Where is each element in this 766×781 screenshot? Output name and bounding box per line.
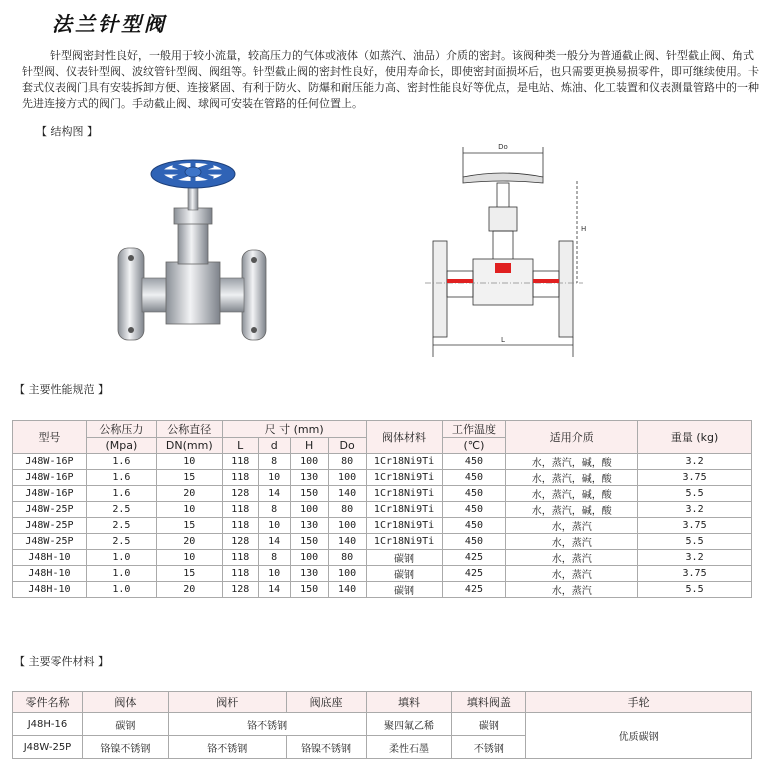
spec-cell-model: J48H-10 (13, 581, 87, 597)
spec-cell-dn: 10 (156, 453, 222, 469)
spec-cell-material: 1Cr18Ni9Ti (366, 501, 442, 517)
spec-cell-d: 14 (258, 533, 290, 549)
spec-cell-H: 150 (290, 581, 328, 597)
table-row (13, 581, 752, 597)
spec-cell-Do: 100 (328, 565, 366, 581)
spec-cell-dn: 10 (156, 549, 222, 565)
col-pressure-unit: (Mpa) (86, 438, 156, 454)
col-do: Do (328, 438, 366, 454)
spec-cell-pressure: 1.0 (86, 581, 156, 597)
table-row (13, 533, 752, 549)
spec-cell-L: 128 (222, 485, 258, 501)
spec-cell-model: J48H-10 (13, 565, 87, 581)
spec-cell-L: 128 (222, 581, 258, 597)
spec-cell-temp: 425 (442, 549, 506, 565)
spec-cell-dn: 10 (156, 501, 222, 517)
spec-cell-dn: 20 (156, 533, 222, 549)
spec-cell-pressure: 1.0 (86, 565, 156, 581)
parts-col-name: 零件名称 (13, 692, 83, 713)
spec-table (12, 420, 752, 598)
col-d: d (258, 438, 290, 454)
table-row (13, 565, 752, 581)
spec-cell-model: J48W-16P (13, 453, 87, 469)
spec-cell-temp: 450 (442, 469, 506, 485)
col-temp-unit: (℃) (442, 438, 506, 454)
spec-cell-weight: 3.75 (638, 469, 752, 485)
spec-cell-dn: 20 (156, 581, 222, 597)
spec-cell-pressure: 2.5 (86, 517, 156, 533)
spec-cell-model: J48W-16P (13, 485, 87, 501)
spec-cell-material: 碳钢 (366, 549, 442, 565)
spec-cell-medium: 水，蒸汽 (506, 581, 638, 597)
spec-cell-temp: 450 (442, 533, 506, 549)
dim-do-label: Do (498, 143, 508, 151)
spec-cell-temp: 450 (442, 517, 506, 533)
spec-cell-pressure: 2.5 (86, 533, 156, 549)
col-diameter: 公称直径 (156, 421, 222, 438)
spec-cell-H: 100 (290, 501, 328, 517)
spec-cell-temp: 425 (442, 581, 506, 597)
spec-cell-L: 118 (222, 549, 258, 565)
parts-row1-body: 碳钢 (82, 713, 168, 736)
parts-row2-bonnet: 不锈钢 (452, 736, 526, 759)
parts-row2-body: 铬镍不锈钢 (82, 736, 168, 759)
spec-cell-H: 130 (290, 469, 328, 485)
spec-cell-H: 130 (290, 565, 328, 581)
spec-cell-d: 8 (258, 453, 290, 469)
parts-row1-stem-seat: 铬不锈钢 (168, 713, 366, 736)
spec-cell-weight: 3.2 (638, 501, 752, 517)
spec-cell-material: 1Cr18Ni9Ti (366, 469, 442, 485)
parts-row2-model: J48W-25P (13, 736, 83, 759)
valve-section-drawing (425, 135, 585, 360)
spec-cell-L: 118 (222, 453, 258, 469)
spec-cell-d: 8 (258, 549, 290, 565)
spec-cell-L: 118 (222, 517, 258, 533)
spec-cell-material: 碳钢 (366, 565, 442, 581)
parts-col-packing: 填料 (366, 692, 452, 713)
table-row (13, 549, 752, 565)
table-row (13, 453, 752, 469)
parts-table (12, 691, 752, 759)
col-temp: 工作温度 (442, 421, 506, 438)
valve-photo (118, 150, 268, 350)
spec-cell-material: 1Cr18Ni9Ti (366, 453, 442, 469)
spec-cell-material: 1Cr18Ni9Ti (366, 533, 442, 549)
spec-cell-weight: 3.2 (638, 453, 752, 469)
parts-row1-model: J48H-16 (13, 713, 83, 736)
spec-cell-H: 130 (290, 517, 328, 533)
spec-cell-d: 14 (258, 581, 290, 597)
col-model: 型号 (13, 421, 87, 454)
spec-cell-d: 10 (258, 469, 290, 485)
spec-cell-model: J48W-16P (13, 469, 87, 485)
spec-cell-temp: 450 (442, 501, 506, 517)
spec-cell-model: J48W-25P (13, 533, 87, 549)
intro-paragraph: 针型阀密封性良好，一般用于较小流量，较高压力的气体或液体（如蒸汽、油品）介质的密封。该阀种类一般分为普通截止阀、针型截止阀、角式针型阀、仪表针型阀、波纹管针型阀、阀组等。针型截止阀的密封性良好，使用寿命长，即使密封面损坏后，也只需要更换易损零件，即可继续使用。卡套式仪表阀门具有安装拆卸方便、连接紧固、有利于防火、防爆和耐压能力高、密封性能良好等优点，是电站、炼油、化工装置和仪表测量管路中的一种先进连接方式的阀门。手动截止阀、球阀可安装在管路的任何位置上。 (22, 49, 759, 110)
table-row (13, 517, 752, 533)
spec-cell-medium: 水，蒸汽，碱，酸 (506, 469, 638, 485)
spec-cell-medium: 水，蒸汽 (506, 517, 638, 533)
col-diameter-unit: DN(mm) (156, 438, 222, 454)
section-performance-heading: 【 主要性能规范 】 (14, 383, 109, 396)
spec-cell-pressure: 2.5 (86, 501, 156, 517)
spec-cell-dn: 15 (156, 469, 222, 485)
spec-cell-medium: 水，蒸汽 (506, 549, 638, 565)
parts-row1-bonnet: 碳钢 (452, 713, 526, 736)
parts-row1-packing: 聚四氟乙稀 (366, 713, 452, 736)
col-medium: 适用介质 (506, 421, 638, 454)
spec-cell-dn: 15 (156, 565, 222, 581)
spec-cell-model: J48W-25P (13, 501, 87, 517)
section-structure-heading: 【 结构图 】 (36, 125, 98, 138)
spec-cell-pressure: 1.6 (86, 485, 156, 501)
spec-cell-pressure: 1.0 (86, 549, 156, 565)
spec-cell-pressure: 1.6 (86, 469, 156, 485)
page-title: 法兰针型阀 (52, 12, 167, 36)
spec-cell-H: 150 (290, 485, 328, 501)
spec-cell-L: 118 (222, 565, 258, 581)
spec-cell-Do: 80 (328, 549, 366, 565)
spec-cell-temp: 450 (442, 453, 506, 469)
spec-cell-weight: 5.5 (638, 581, 752, 597)
spec-cell-Do: 80 (328, 453, 366, 469)
dim-l-label: L (501, 336, 505, 344)
spec-cell-weight: 3.75 (638, 517, 752, 533)
spec-cell-d: 14 (258, 485, 290, 501)
col-h: H (290, 438, 328, 454)
table-row (13, 501, 752, 517)
spec-cell-H: 100 (290, 549, 328, 565)
spec-cell-temp: 425 (442, 565, 506, 581)
parts-col-stem: 阀杆 (168, 692, 286, 713)
table-row (13, 485, 752, 501)
spec-cell-weight: 5.5 (638, 533, 752, 549)
col-material: 阀体材料 (366, 421, 442, 454)
parts-col-body: 阀体 (82, 692, 168, 713)
col-l: L (222, 438, 258, 454)
spec-cell-material: 1Cr18Ni9Ti (366, 485, 442, 501)
spec-cell-L: 118 (222, 501, 258, 517)
parts-handwheel: 优质碳钢 (526, 713, 752, 759)
spec-cell-medium: 水，蒸汽，碱，酸 (506, 501, 638, 517)
spec-cell-d: 10 (258, 517, 290, 533)
spec-cell-medium: 水，蒸汽 (506, 565, 638, 581)
spec-cell-model: J48W-25P (13, 517, 87, 533)
parts-row2-packing: 柔性石墨 (366, 736, 452, 759)
spec-cell-H: 100 (290, 453, 328, 469)
spec-cell-H: 150 (290, 533, 328, 549)
spec-cell-dn: 20 (156, 485, 222, 501)
spec-cell-material: 1Cr18Ni9Ti (366, 517, 442, 533)
spec-cell-Do: 80 (328, 501, 366, 517)
dim-h-label: H (581, 225, 587, 233)
table-row (13, 469, 752, 485)
spec-cell-L: 118 (222, 469, 258, 485)
spec-cell-medium: 水，蒸汽 (506, 533, 638, 549)
spec-cell-L: 128 (222, 533, 258, 549)
col-weight: 重量 (kg) (638, 421, 752, 454)
spec-cell-Do: 100 (328, 517, 366, 533)
spec-cell-d: 10 (258, 565, 290, 581)
parts-row2-stem: 铬不锈钢 (168, 736, 286, 759)
spec-cell-Do: 140 (328, 581, 366, 597)
parts-row2-seat: 铬镍不锈钢 (286, 736, 366, 759)
spec-cell-d: 8 (258, 501, 290, 517)
section-materials-heading: 【 主要零件材料 】 (14, 655, 109, 668)
spec-cell-dn: 15 (156, 517, 222, 533)
parts-col-seat: 阀底座 (286, 692, 366, 713)
spec-cell-model: J48H-10 (13, 549, 87, 565)
col-pressure: 公称压力 (86, 421, 156, 438)
spec-cell-medium: 水，蒸汽，碱，酸 (506, 485, 638, 501)
parts-col-handwheel: 手轮 (526, 692, 752, 713)
spec-cell-Do: 140 (328, 533, 366, 549)
spec-cell-weight: 3.75 (638, 565, 752, 581)
parts-col-bonnet: 填料阀盖 (452, 692, 526, 713)
spec-cell-Do: 140 (328, 485, 366, 501)
col-size: 尺 寸 (mm) (222, 421, 366, 438)
spec-cell-Do: 100 (328, 469, 366, 485)
spec-cell-pressure: 1.6 (86, 453, 156, 469)
spec-cell-temp: 450 (442, 485, 506, 501)
spec-cell-weight: 3.2 (638, 549, 752, 565)
spec-cell-weight: 5.5 (638, 485, 752, 501)
spec-cell-medium: 水，蒸汽，碱，酸 (506, 453, 638, 469)
spec-cell-material: 碳钢 (366, 581, 442, 597)
